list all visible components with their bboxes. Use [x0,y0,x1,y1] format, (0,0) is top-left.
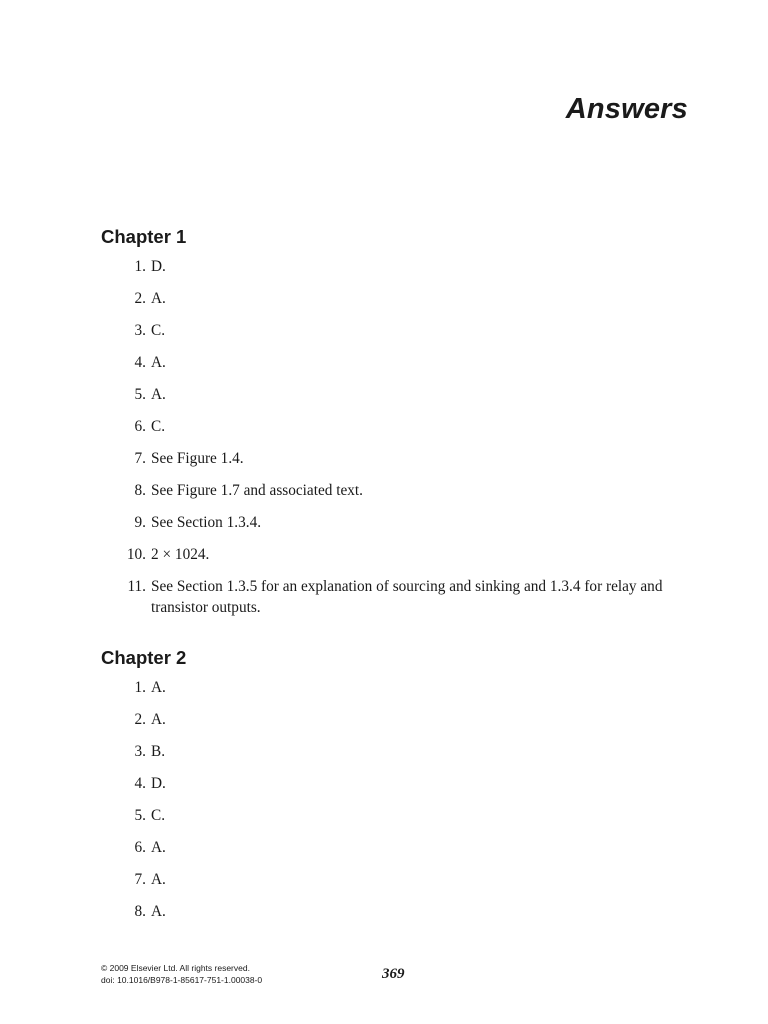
answer-item [101,741,693,773]
answer-text: A. [151,711,166,728]
footer-copyright [101,962,262,986]
answer-text: A. [151,903,166,920]
answer-item [101,677,693,709]
answer-number: 2. [134,290,146,307]
answer-item [101,480,693,512]
answer-number: 1. [134,258,146,275]
answer-item [101,544,693,576]
answer-item [101,384,693,416]
answer-item [101,837,693,869]
answer-number: 9. [134,514,146,531]
answer-number: 6. [134,839,146,856]
answer-text: A. [151,386,166,403]
answer-item [101,901,693,933]
answer-item [101,416,693,448]
answer-text: A. [151,839,166,856]
answer-item [101,805,693,837]
chapter-heading: Chapter 1 [101,226,187,247]
answer-text: A. [151,679,166,696]
answer-text: See Section 1.3.4. [151,514,262,531]
answer-item [101,320,693,352]
copyright-text: © 2009 Elsevier Ltd. All rights reserved. [101,963,250,973]
answer-text: See Section 1.3.5 for an explanation of sourcing and sinking and 1.3.4 for relay and transistor outputs. [151,578,663,616]
answer-text: C. [151,807,166,824]
answer-text: See Figure 1.7 and associated text. [151,482,363,499]
answer-list [101,256,693,618]
answer-number: 5. [134,807,146,824]
answer-number: 5. [134,386,146,403]
answer-item [101,869,693,901]
answer-text: A. [151,290,166,307]
answer-item [101,352,693,384]
chapter-1-section [101,224,693,618]
answer-text: D. [151,775,166,792]
answer-number: 8. [134,903,146,920]
answer-number: 4. [134,354,146,371]
answer-item [101,576,693,618]
answer-number: 3. [134,322,146,339]
page-number: 369 [382,966,405,982]
answer-list [101,677,693,933]
answer-text: 2 × 1024. [151,546,210,563]
answer-item [101,256,693,288]
answer-number: 2. [134,711,146,728]
answer-number: 4. [134,775,146,792]
answer-text: C. [151,322,166,339]
answer-number: 8. [134,482,146,499]
answer-text: A. [151,871,166,888]
answer-text: C. [151,418,166,435]
chapter-2-section [101,645,693,933]
answer-number: 7. [134,450,146,467]
answer-number: 11. [127,578,146,595]
answer-text: See Figure 1.4. [151,450,244,467]
answer-number: 6. [134,418,146,435]
answer-number: 3. [134,743,146,760]
answer-item [101,448,693,480]
answer-number: 7. [134,871,146,888]
answer-item [101,773,693,805]
answer-item [101,288,693,320]
answer-item [101,709,693,741]
doi-text: doi: 10.1016/B978-1-85617-751-1.00038-0 [101,975,263,985]
answer-text: B. [151,743,166,760]
answer-text: A. [151,354,166,371]
page-title: Answers [565,93,688,125]
answer-number: 1. [134,679,146,696]
chapter-heading: Chapter 2 [101,647,187,668]
answer-text: D. [151,258,166,275]
answer-number: 10. [126,546,146,563]
answer-item [101,512,693,544]
